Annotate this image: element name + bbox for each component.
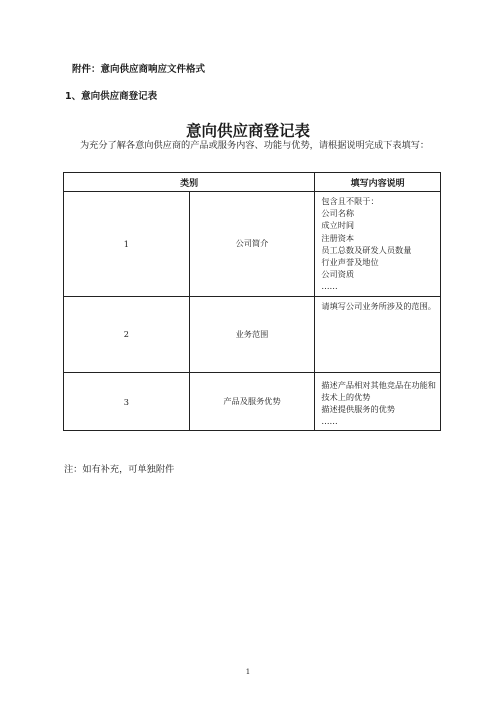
attachment-heading: 附件：意向供应商响应文件格式 bbox=[72, 64, 206, 75]
row-description bbox=[315, 296, 441, 372]
row-number: 3 bbox=[64, 372, 190, 431]
table-row bbox=[64, 372, 441, 431]
description-line: …… bbox=[321, 281, 338, 292]
description-line: 公司资质 bbox=[321, 269, 355, 280]
description-line: 行业声誉及地位 bbox=[321, 257, 379, 268]
header-category: 类别 bbox=[64, 173, 315, 192]
row-description bbox=[315, 372, 441, 431]
row-description bbox=[315, 192, 441, 297]
description-line: 包含且不限于： bbox=[321, 196, 379, 206]
page-number: 1 bbox=[245, 668, 251, 676]
row-number: 1 bbox=[64, 192, 190, 297]
table-header-row bbox=[64, 173, 441, 192]
intro-paragraph: 为充分了解各意向供应商的产品或服务内容、功能与优势，请根据说明完成下表填写： bbox=[80, 140, 430, 151]
description-line: 公司名称 bbox=[321, 208, 355, 219]
description-line: 描述提供服务的优势 bbox=[321, 404, 396, 415]
row-category: 业务范围 bbox=[189, 296, 315, 372]
footnote: 注：如有补充，可单独附件 bbox=[64, 464, 175, 475]
row-category: 公司简介 bbox=[189, 192, 315, 297]
description-line: 描述产品相对其他竞品在功能和技术上的优势 bbox=[321, 379, 436, 402]
table-row bbox=[64, 296, 441, 372]
row-category: 产品及服务优势 bbox=[189, 372, 315, 431]
table-row bbox=[64, 192, 441, 297]
description-line: 注册资本 bbox=[321, 232, 355, 243]
section-heading: 1、意向供应商登记表 bbox=[65, 91, 158, 102]
description-line: 员工总数及研发人员数量 bbox=[321, 244, 412, 255]
form-title: 意向供应商登记表 bbox=[185, 122, 310, 140]
registration-table bbox=[63, 172, 441, 431]
row-number: 2 bbox=[64, 296, 190, 372]
description-line: 请填写公司业务所涉及的范围。 bbox=[321, 300, 436, 311]
description-line: …… bbox=[321, 416, 338, 427]
header-description: 填写内容说明 bbox=[315, 173, 441, 192]
description-line: 成立时间 bbox=[321, 220, 355, 231]
